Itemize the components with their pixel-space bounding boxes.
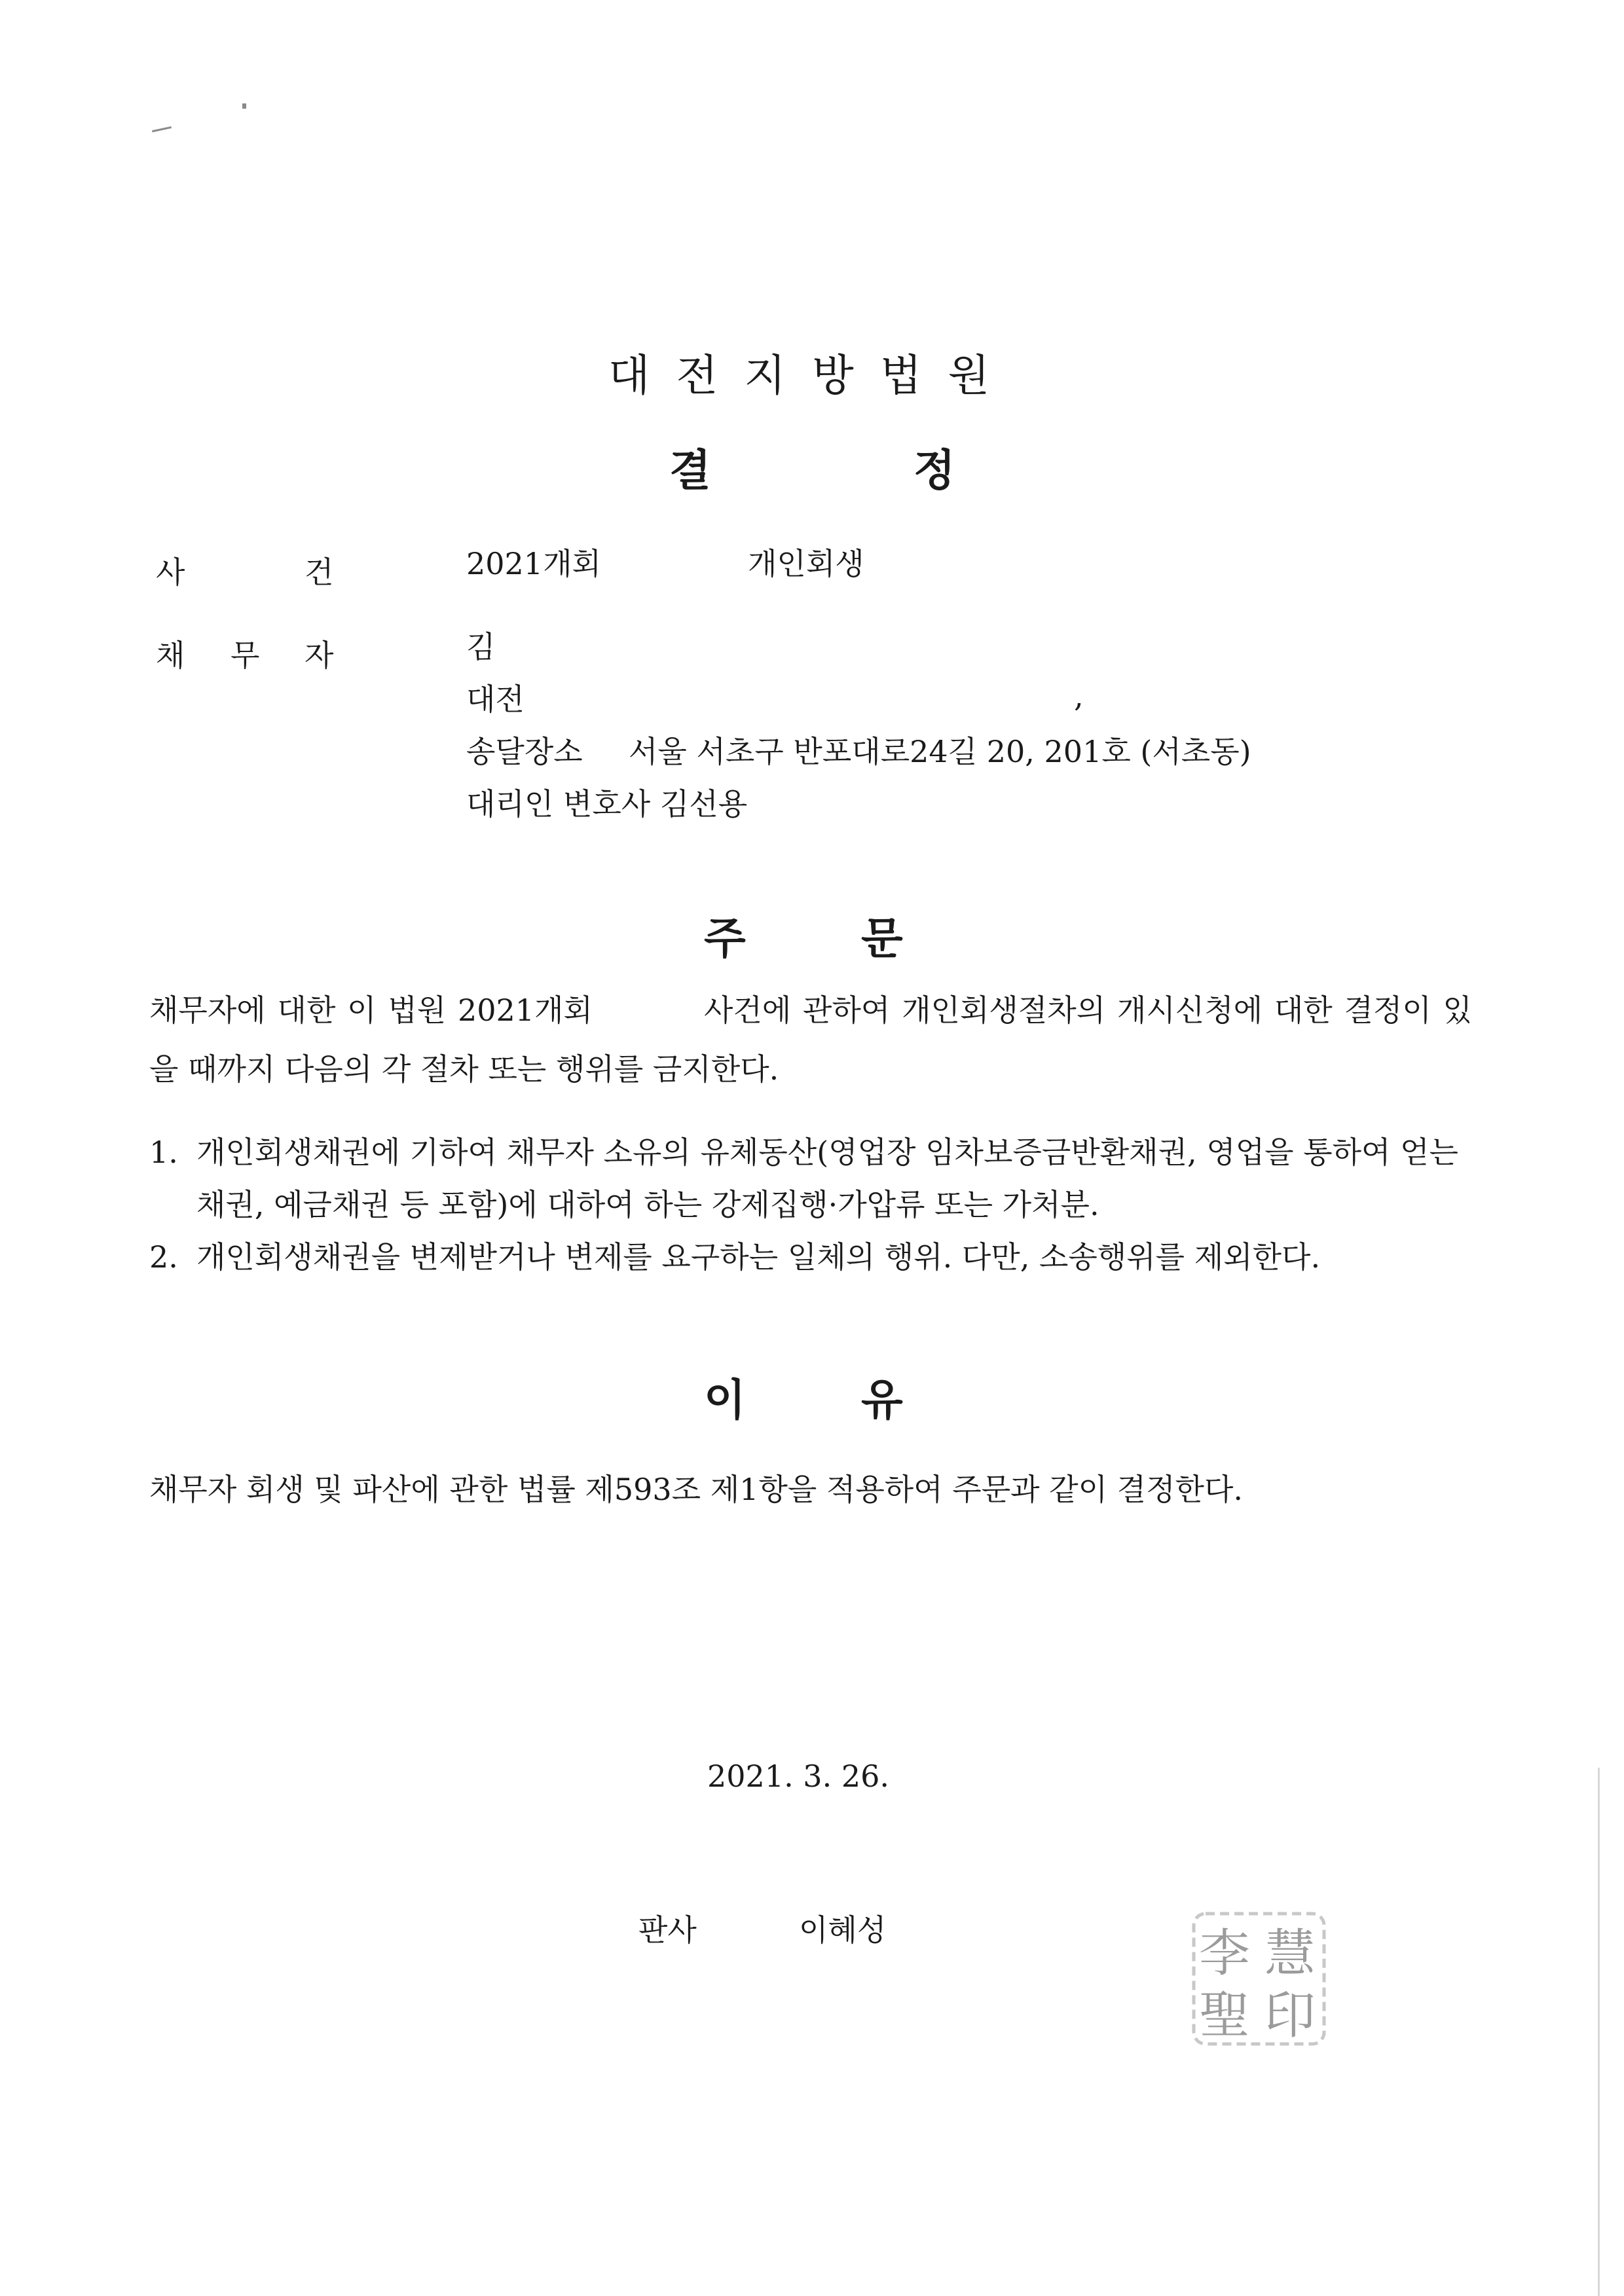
- order-item-number: 1.: [149, 1135, 178, 1170]
- debtor-name: 김: [466, 629, 496, 665]
- debtor-address: 대전: [466, 682, 525, 717]
- seal-char: 印: [1264, 1986, 1316, 2045]
- order-item-number: 2.: [149, 1239, 178, 1275]
- order-item-1: [149, 1126, 1466, 1231]
- reason-heading-char: 유: [861, 1375, 903, 1425]
- case-label-char: 사: [156, 555, 185, 590]
- order-intro-part1: 채무자에 대한 이 법원 2021개회: [149, 993, 593, 1028]
- debtor-label-char: 자: [304, 638, 334, 673]
- debtor-address-tail: ,: [1074, 678, 1084, 714]
- seal-char: 李: [1198, 1924, 1251, 1983]
- case-number: 2021개회: [466, 546, 601, 581]
- order-item-2: [149, 1231, 1466, 1283]
- order-item-text: 개인회생채권에 기하여 채무자 소유의 유체동산(영업장 임차보증금반환채권, 영업을 통하여 얻는 채권, 예금채권 등 포함)에 대하여 하는 강제집행·가압류 또는 가처분.: [196, 1135, 1458, 1222]
- judge-name: 이혜성: [799, 1912, 887, 1948]
- debtor-agent: 대리인 변호사 김선용: [466, 786, 748, 822]
- reason-text: 채무자 회생 및 파산에 관한 법률 제593조 제1항을 적용하여 주문과 같이 결정한다.: [149, 1472, 1244, 1507]
- doc-type-char-2: 정: [913, 445, 955, 496]
- case-type: 개인회생: [748, 546, 864, 581]
- delivery-address: 서울 서초구 반포대로24길 20, 201호 (서초동): [629, 734, 1251, 769]
- order-intro: [149, 981, 1472, 1099]
- debtor-label-char: 채: [156, 638, 185, 673]
- order-heading-char: 문: [861, 913, 903, 964]
- court-name: 대전지방법원: [608, 350, 1016, 401]
- order-intro-part2: 사건에 관하여 개인회생절차의 개시신청에 대한 결정이 있을 때까지 다음의 각 절차 또는 행위를 금지한다.: [149, 993, 1472, 1087]
- seal-char: 聖: [1198, 1986, 1251, 2045]
- judge-seal-stamp: [1189, 1908, 1329, 2049]
- doc-type-char-1: 결: [669, 445, 711, 496]
- scan-edge: [1598, 1768, 1600, 2296]
- debtor-label-char: 무: [231, 638, 260, 673]
- seal-char: 慧: [1264, 1924, 1316, 1983]
- order-heading-char: 주: [704, 913, 746, 964]
- judge-title: 판사: [638, 1912, 697, 1948]
- decision-date: 2021. 3. 26.: [707, 1758, 889, 1794]
- delivery-label: 송달장소: [466, 734, 583, 769]
- scan-speck: [242, 103, 246, 109]
- case-label-char: 건: [304, 555, 334, 590]
- order-item-text: 개인회생채권을 변제받거나 변제를 요구하는 일체의 행위. 다만, 소송행위를 제외한다.: [196, 1239, 1321, 1275]
- reason-heading-char: 이: [704, 1375, 746, 1425]
- scan-speck: [152, 126, 172, 132]
